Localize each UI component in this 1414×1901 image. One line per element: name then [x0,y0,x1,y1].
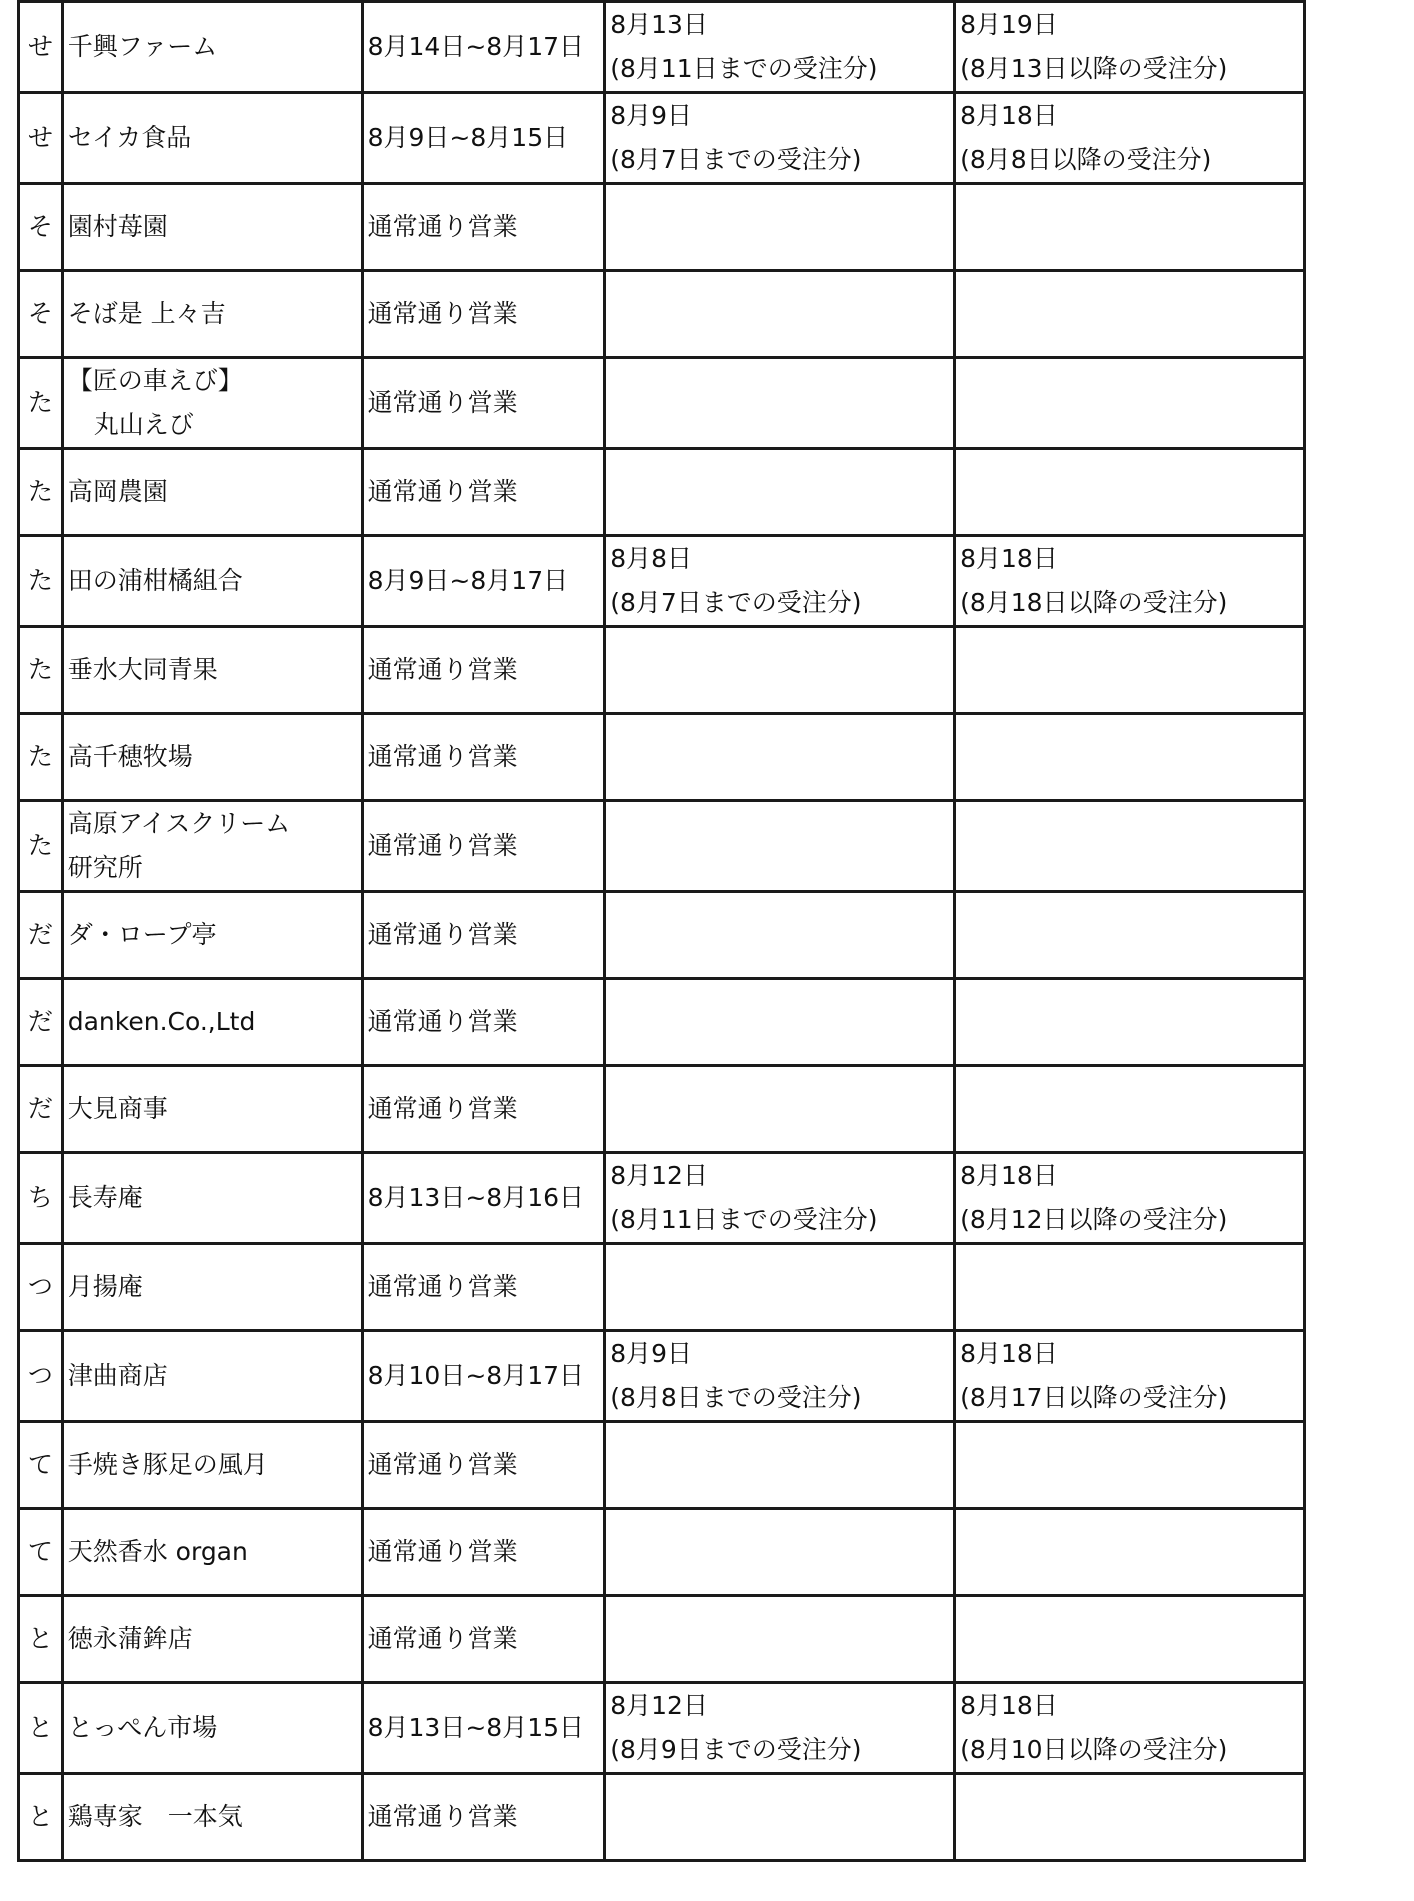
last-shipping-cell [605,1509,955,1596]
last-shipping-line: 8月13日 [610,10,708,39]
last-shipping-cell [605,714,955,801]
shop-name-cell [62,2,362,93]
resume-shipping-cell [955,358,1305,449]
last-shipping-cell [605,1774,955,1861]
holiday-period-cell: 通常通り営業 [362,1509,605,1596]
resume-shipping-line: 8月18日 [960,1339,1058,1368]
shop-name-line: 大見商事 [67,1094,168,1123]
table-row [19,271,1305,358]
resume-shipping-cell [955,1244,1305,1331]
shop-name-line: 千興ファーム [67,32,218,61]
holiday-period-cell: 8月13日~8月16日 [362,1153,605,1244]
table-row [19,979,1305,1066]
resume-shipping-cell [955,1422,1305,1509]
kana-index-cell: と [19,1596,63,1683]
shop-schedule-table [17,0,1306,1862]
resume-shipping-cell [955,1509,1305,1596]
kana-index-cell: せ [19,93,63,184]
shop-name-cell [62,1153,362,1244]
kana-index-cell: つ [19,1244,63,1331]
last-shipping-cell [605,271,955,358]
resume-shipping-cell [955,1066,1305,1153]
resume-shipping-cell [955,271,1305,358]
table-row [19,2,1305,93]
shop-name-cell [62,1331,362,1422]
table-row [19,1596,1305,1683]
table-row [19,93,1305,184]
shop-name-line: 園村苺園 [67,212,168,241]
shop-name-line: 【匠の車えび】 [67,366,243,395]
kana-index-cell: た [19,714,63,801]
kana-index-cell: せ [19,2,63,93]
shop-name-line: 研究所 [67,853,143,882]
resume-shipping-cell [955,536,1305,627]
table-row [19,1774,1305,1861]
resume-shipping-cell [955,1331,1305,1422]
shop-name-cell [62,536,362,627]
kana-index-cell: た [19,358,63,449]
shop-name-cell [62,1774,362,1861]
resume-shipping-cell [955,1596,1305,1683]
last-shipping-cell [605,1066,955,1153]
last-shipping-cell [605,1596,955,1683]
holiday-period-cell: 8月13日~8月15日 [362,1683,605,1774]
kana-index-cell: て [19,1422,63,1509]
holiday-period-cell: 8月9日~8月17日 [362,536,605,627]
table-row [19,627,1305,714]
table-row [19,449,1305,536]
last-shipping-line: 8月9日 [610,101,693,130]
kana-index-cell: だ [19,979,63,1066]
holiday-period-cell: 8月9日~8月15日 [362,93,605,184]
kana-index-cell: そ [19,271,63,358]
table-row [19,184,1305,271]
holiday-period-cell: 通常通り営業 [362,801,605,892]
holiday-period-cell: 通常通り営業 [362,1066,605,1153]
table-row [19,1683,1305,1774]
holiday-period-cell: 通常通り営業 [362,892,605,979]
shop-name-line: とっぺん市場 [67,1713,218,1742]
holiday-period-cell: 通常通り営業 [362,1422,605,1509]
resume-shipping-cell [955,1153,1305,1244]
kana-index-cell: ち [19,1153,63,1244]
shop-name-cell [62,93,362,184]
last-shipping-cell [605,93,955,184]
last-shipping-line: (8月8日までの受注分) [610,1383,862,1412]
shop-name-cell [62,892,362,979]
resume-shipping-cell [955,449,1305,536]
shop-name-cell [62,271,362,358]
shop-name-cell [62,184,362,271]
kana-index-cell: と [19,1774,63,1861]
last-shipping-line: (8月11日までの受注分) [610,1205,878,1234]
resume-shipping-line: 8月18日 [960,1161,1058,1190]
kana-index-cell: だ [19,1066,63,1153]
resume-shipping-cell [955,801,1305,892]
resume-shipping-line: (8月13日以降の受注分) [960,54,1228,83]
shop-name-line: 手焼き豚足の風月 [67,1450,268,1479]
holiday-period-cell: 通常通り営業 [362,449,605,536]
last-shipping-cell [605,979,955,1066]
shop-name-line: 丸山えび [93,410,194,439]
last-shipping-cell [605,1153,955,1244]
resume-shipping-cell [955,2,1305,93]
kana-index-cell: た [19,536,63,627]
last-shipping-cell [605,892,955,979]
last-shipping-cell [605,1244,955,1331]
last-shipping-cell [605,801,955,892]
shop-name-cell [62,1066,362,1153]
last-shipping-cell [605,536,955,627]
table-row [19,358,1305,449]
shop-name-line: そば是 上々吉 [67,299,226,328]
resume-shipping-line: 8月18日 [960,544,1058,573]
shop-name-cell [62,1683,362,1774]
shop-name-line: 徳永蒲鉾店 [67,1624,193,1653]
resume-shipping-cell [955,979,1305,1066]
shop-name-line: 天然香水 organ [67,1537,248,1566]
last-shipping-line: (8月7日までの受注分) [610,588,862,617]
table-row [19,801,1305,892]
shop-name-line: 垂水大同青果 [67,655,218,684]
shop-name-line: セイカ食品 [67,123,192,152]
holiday-period-cell: 通常通り営業 [362,1774,605,1861]
shop-name-cell [62,979,362,1066]
last-shipping-cell [605,627,955,714]
kana-index-cell: そ [19,184,63,271]
shop-name-cell [62,627,362,714]
shop-name-line: ダ・ロープ亭 [67,920,217,949]
resume-shipping-line: (8月10日以降の受注分) [960,1735,1228,1764]
holiday-period-cell: 通常通り営業 [362,979,605,1066]
resume-shipping-cell [955,184,1305,271]
last-shipping-line: (8月7日までの受注分) [610,145,862,174]
schedule-body [19,2,1305,1861]
table-row [19,1509,1305,1596]
kana-index-cell: と [19,1683,63,1774]
kana-index-cell: た [19,449,63,536]
holiday-period-cell: 通常通り営業 [362,1596,605,1683]
resume-shipping-line: (8月17日以降の受注分) [960,1383,1228,1412]
holiday-period-cell: 8月10日~8月17日 [362,1331,605,1422]
shop-name-line: 高岡農園 [67,477,168,506]
table-row [19,892,1305,979]
holiday-period-cell: 8月14日~8月17日 [362,2,605,93]
table-row [19,1153,1305,1244]
last-shipping-cell [605,358,955,449]
resume-shipping-cell [955,1683,1305,1774]
table-row [19,1066,1305,1153]
table-row [19,1331,1305,1422]
holiday-period-cell: 通常通り営業 [362,714,605,801]
holiday-period-cell: 通常通り営業 [362,1244,605,1331]
holiday-period-cell: 通常通り営業 [362,184,605,271]
shop-name-line: 高千穂牧場 [67,742,193,771]
shop-name-cell [62,714,362,801]
resume-shipping-line: (8月18日以降の受注分) [960,588,1228,617]
table-row [19,1244,1305,1331]
shop-name-cell [62,358,362,449]
holiday-period-cell: 通常通り営業 [362,271,605,358]
resume-shipping-line: 8月19日 [960,10,1058,39]
resume-shipping-line: 8月18日 [960,1691,1058,1720]
shop-name-cell [62,1596,362,1683]
resume-shipping-cell [955,93,1305,184]
resume-shipping-line: (8月8日以降の受注分) [960,145,1212,174]
resume-shipping-cell [955,1774,1305,1861]
shop-name-line: 田の浦柑橘組合 [67,566,243,595]
shop-name-cell [62,1244,362,1331]
resume-shipping-cell [955,892,1305,979]
last-shipping-cell [605,449,955,536]
kana-index-cell: だ [19,892,63,979]
table-row [19,1422,1305,1509]
resume-shipping-cell [955,714,1305,801]
last-shipping-line: 8月8日 [610,544,693,573]
table-row [19,536,1305,627]
shop-name-cell [62,1422,362,1509]
kana-index-cell: た [19,627,63,714]
last-shipping-line: (8月11日までの受注分) [610,54,878,83]
shop-name-line: 長寿庵 [67,1183,143,1212]
last-shipping-line: 8月12日 [610,1691,708,1720]
last-shipping-line: 8月12日 [610,1161,708,1190]
holiday-period-cell: 通常通り営業 [362,627,605,714]
shop-name-line: 津曲商店 [67,1361,168,1390]
last-shipping-cell [605,1683,955,1774]
shop-name-cell [62,801,362,892]
resume-shipping-cell [955,627,1305,714]
last-shipping-cell [605,1422,955,1509]
resume-shipping-line: (8月12日以降の受注分) [960,1205,1228,1234]
shop-name-line: 高原アイスクリーム [67,809,291,838]
kana-index-cell: つ [19,1331,63,1422]
shop-name-line: 月揚庵 [67,1272,143,1301]
kana-index-cell: て [19,1509,63,1596]
shop-name-cell [62,1509,362,1596]
shop-name-line: 鶏専家 一本気 [67,1802,243,1831]
kana-index-cell: た [19,801,63,892]
last-shipping-line: (8月9日までの受注分) [610,1735,862,1764]
table-row [19,714,1305,801]
holiday-period-cell: 通常通り営業 [362,358,605,449]
last-shipping-cell [605,1331,955,1422]
resume-shipping-line: 8月18日 [960,101,1058,130]
shop-name-cell [62,449,362,536]
shop-name-line: danken.Co.,Ltd [67,1007,256,1036]
last-shipping-line: 8月9日 [610,1339,693,1368]
last-shipping-cell [605,184,955,271]
last-shipping-cell [605,2,955,93]
